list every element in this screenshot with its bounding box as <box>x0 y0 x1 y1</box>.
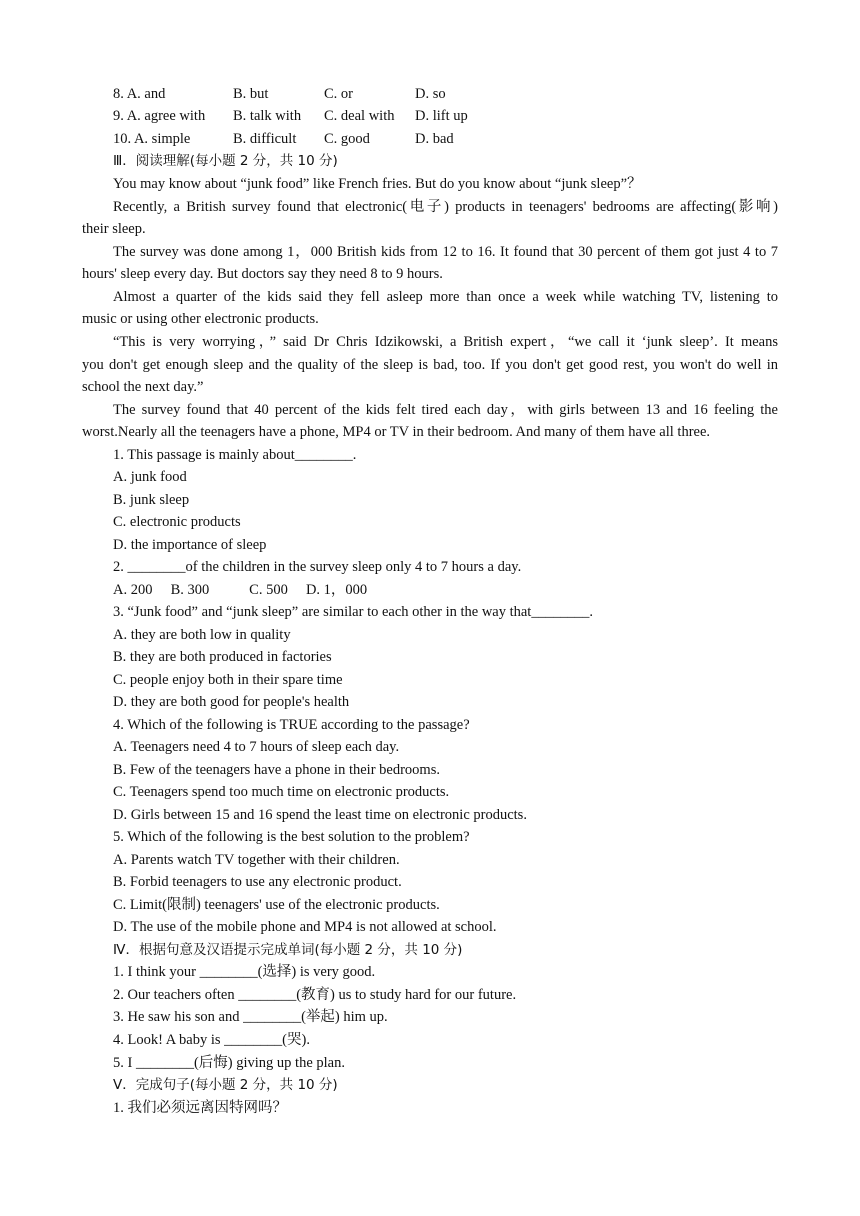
cloze-option-8c: C. or <box>324 86 353 102</box>
passage-line: Almost a quarter of the kids said they fell asleep more than once a week while watching TV, listening to <box>113 289 778 305</box>
section-3-heading: Ⅲ．阅读理解(每小题 2 分，共 10 分) <box>113 153 338 169</box>
question-line: B. they are both produced in factories <box>113 649 332 665</box>
question-line: B. Few of the teenagers have a phone in their bedrooms. <box>113 762 440 778</box>
question-line: 4. Which of the following is TRUE according to the passage? <box>113 717 470 733</box>
passage-line: You may know about “junk food” like French fries. But do you know about “junk sleep”？ <box>113 176 642 192</box>
question-line: 2. ________of the children in the survey sleep only 4 to 7 hours a day. <box>113 559 522 575</box>
cloze-option-10c: C. good <box>324 131 370 147</box>
cloze-option-10a: 10. A. simple <box>113 131 191 147</box>
question-line: D. The use of the mobile phone and MP4 is not allowed at school. <box>113 919 497 935</box>
cloze-option-10d: D. bad <box>415 131 454 147</box>
question-line: B. junk sleep <box>113 492 190 508</box>
question-line: D. Girls between 15 and 16 spend the least time on electronic products. <box>113 807 527 823</box>
passage-line: “This is very worrying，” said Dr Chris Idzikowski, a British expert，“we call it ‘junk sleep’. It means <box>113 334 778 350</box>
cloze-option-8a: 8. A. and <box>113 86 166 102</box>
passage-line: worst.Nearly all the teenagers have a phone, MP4 or TV in their bedroom. And many of them have all three. <box>82 424 711 440</box>
passage-line: you don't get enough sleep and the quality of the sleep is bad, too. If you don't get good rest, you won't do well in <box>82 357 778 373</box>
passage-line: school the next day.” <box>82 379 204 395</box>
word-item: 1. I think your ________(选择) is very good. <box>113 964 376 980</box>
question-line: C. electronic products <box>113 514 241 530</box>
question-line: 3. “Junk food” and “junk sleep” are similar to each other in the way that________. <box>113 604 593 620</box>
sentence-item: 1. 我们必须远离因特网吗？ <box>113 1100 287 1116</box>
question-line: C. Teenagers spend too much time on electronic products. <box>113 784 450 800</box>
passage-line: hours' sleep every day. But doctors say they need 8 to 9 hours. <box>82 266 443 282</box>
word-item: 4. Look! A baby is ________(哭). <box>113 1032 310 1048</box>
question-line: C. people enjoy both in their spare time <box>113 672 343 688</box>
question-line: A. Teenagers need 4 to 7 hours of sleep each day. <box>113 739 400 755</box>
question-line: A. junk food <box>113 469 187 485</box>
question-line: D. they are both good for people's health <box>113 694 350 710</box>
cloze-option-8b: B. but <box>233 86 269 102</box>
cloze-option-9a: 9. A. agree with <box>113 108 206 124</box>
passage-line: music or using other electronic products. <box>82 311 319 327</box>
section-4-heading: Ⅳ．根据句意及汉语提示完成单词(每小题 2 分，共 10 分) <box>113 942 463 958</box>
word-item: 3. He saw his son and ________(举起) him up. <box>113 1009 388 1025</box>
word-item: 5. I ________(后悔) giving up the plan. <box>113 1055 345 1071</box>
passage-line: The survey was done among 1，000 British kids from 12 to 16. It found that 30 percent of them got just 4 to 7 <box>113 244 778 260</box>
question-line: C. Limit(限制) teenagers' use of the electronic products. <box>113 897 440 913</box>
question-line: 1. This passage is mainly about________. <box>113 447 357 463</box>
question-line: A. they are both low in quality <box>113 627 291 643</box>
question-line: D. the importance of sleep <box>113 537 267 553</box>
cloze-option-9d: D. lift up <box>415 108 468 124</box>
question-line: 5. Which of the following is the best solution to the problem? <box>113 829 470 845</box>
question-line: B. Forbid teenagers to use any electronic product. <box>113 874 402 890</box>
cloze-option-9b: B. talk with <box>233 108 302 124</box>
passage-line: The survey found that 40 percent of the kids felt tired each day，with girls between 13 and 16 feeling the <box>113 402 778 418</box>
question-line: A. Parents watch TV together with their children. <box>113 852 400 868</box>
passage-line: their sleep. <box>82 221 146 237</box>
word-item: 2. Our teachers often ________(教育) us to study hard for our future. <box>113 987 517 1003</box>
cloze-option-9c: C. deal with <box>324 108 395 124</box>
question-line: A. 200 B. 300 C. 500 D. 1，000 <box>113 582 368 598</box>
section-5-heading: Ⅴ．完成句子(每小题 2 分，共 10 分) <box>113 1077 338 1093</box>
passage-line: Recently, a British survey found that electronic(电子) products in teenagers' bedrooms are affecting(影响) <box>113 199 778 215</box>
cloze-option-10b: B. difficult <box>233 131 297 147</box>
cloze-option-8d: D. so <box>415 86 446 102</box>
